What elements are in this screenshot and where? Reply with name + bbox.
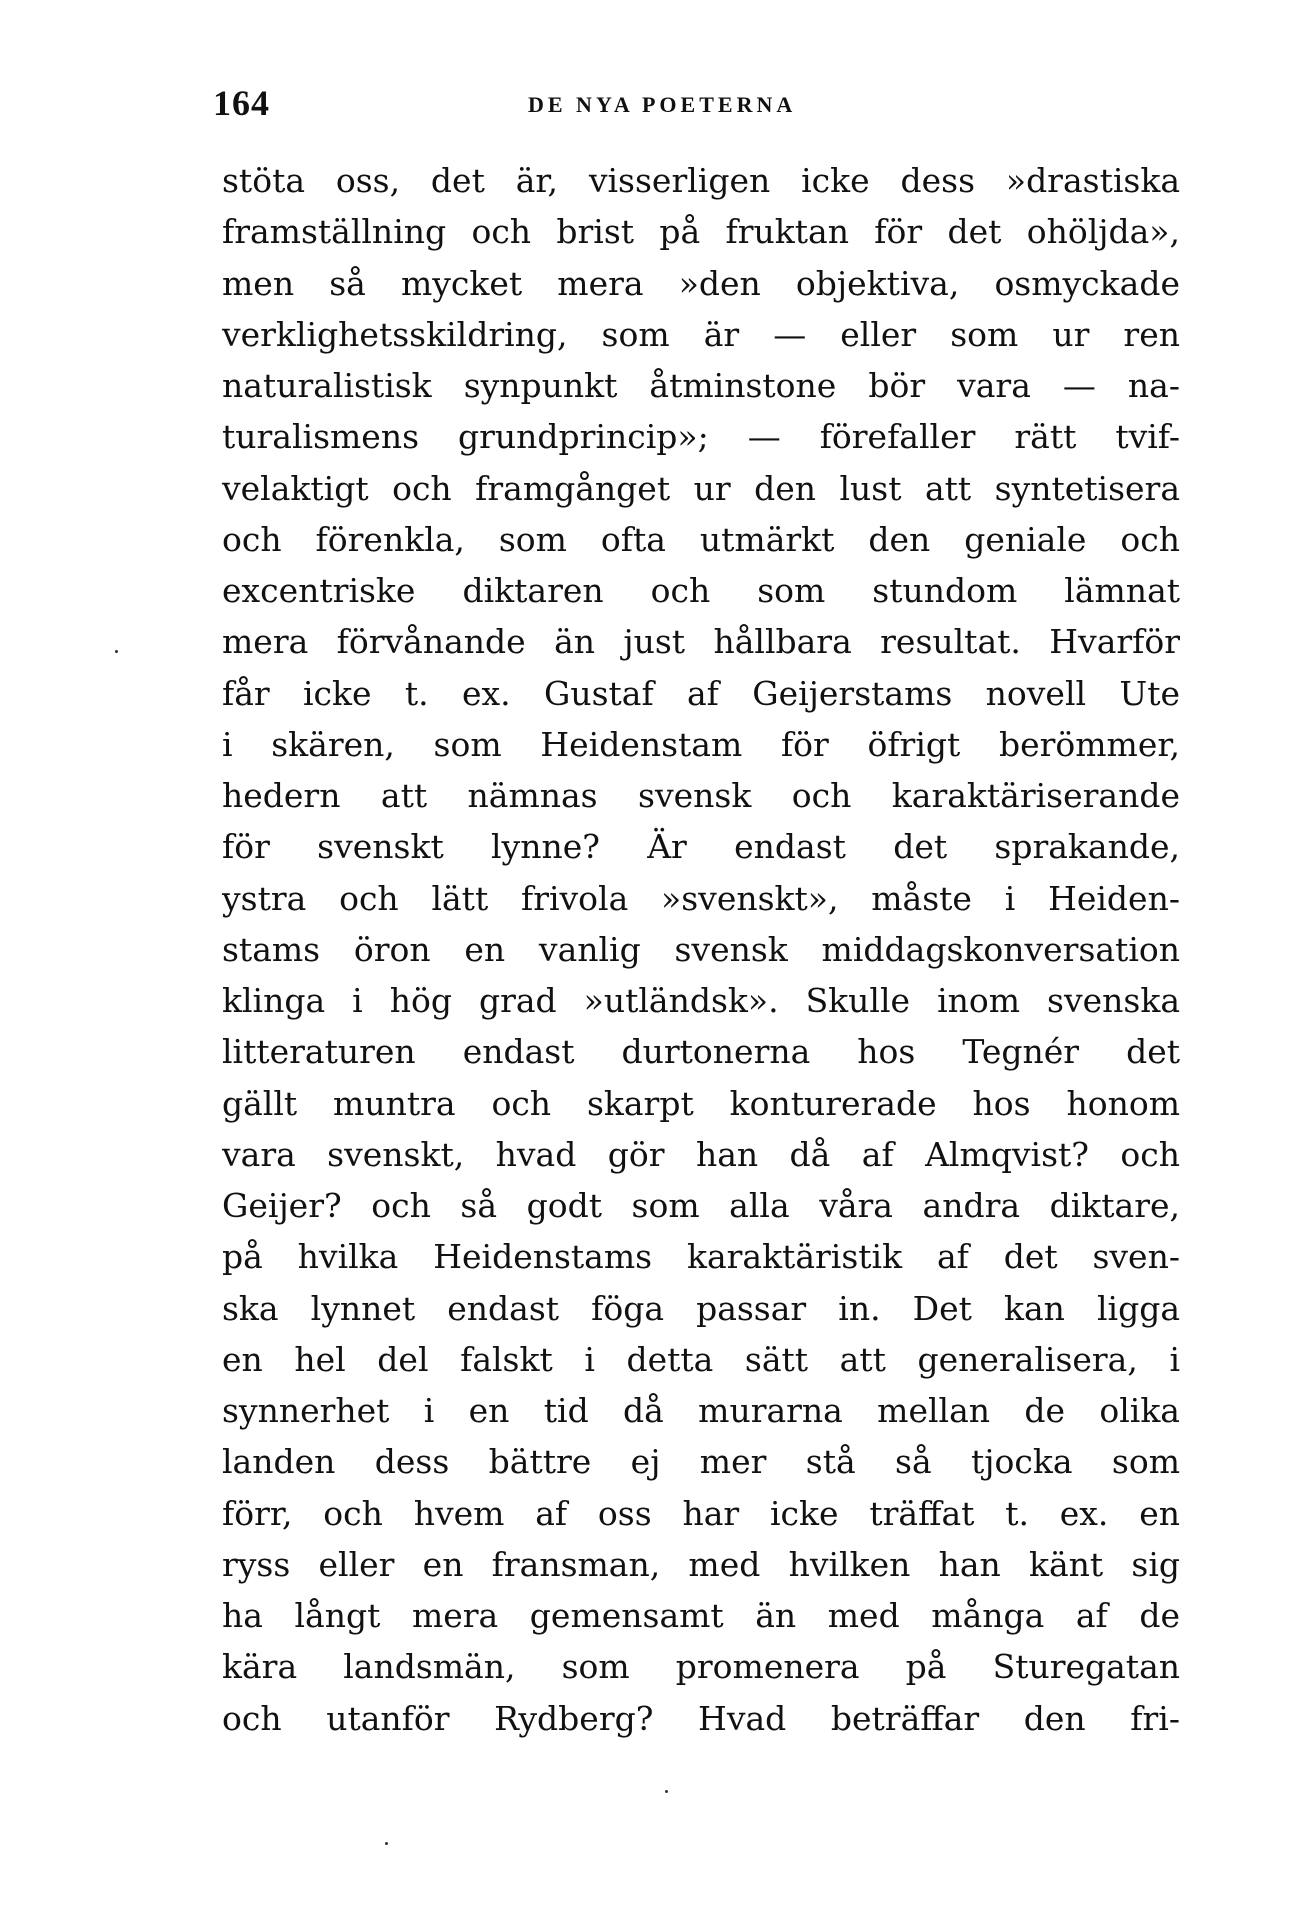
print-speck (385, 1842, 388, 1845)
text-line: klinga i hög grad »utländsk». Skulle inom svenska (222, 981, 1180, 1020)
text-line: hedern att nämnas svensk och karaktäriserande (222, 776, 1180, 815)
text-line: en hel del falskt i detta sätt att generalisera, i (222, 1339, 1180, 1379)
text-line: mera förvånande än just hållbara resultat. Hvarför (222, 622, 1180, 662)
text-line: vara svenskt, hvad gör han då af Almqvist? och (222, 1134, 1180, 1174)
print-speck (115, 650, 118, 653)
text-line: i skären, som Heidenstam för öfrigt berömmer, (222, 724, 1180, 764)
text-line: turalismens grundprincip»; — förefaller rätt tvif- (222, 417, 1180, 457)
text-line: naturalistisk synpunkt åtminstone bör vara — na- (222, 366, 1180, 405)
text-line: verklighetsskildring, som är — eller som ur ren (222, 314, 1180, 354)
body-text (222, 155, 1180, 1744)
text-line: framställning och brist på fruktan för det ohöljda», (222, 212, 1180, 252)
text-line: stöta oss, det är, visserligen icke dess »drastiska (222, 161, 1180, 200)
text-line: synnerhet i en tid då murarna mellan de olika (222, 1391, 1180, 1430)
text-line: förr, och hvem af oss har icke träffat t. ex. en (222, 1493, 1180, 1533)
text-line: ska lynnet endast föga passar in. Det kan ligga (222, 1288, 1180, 1328)
text-line: landen dess bättre ej mer stå så tjocka som (222, 1442, 1180, 1482)
text-line: och förenkla, som ofta utmärkt den geniale och (222, 519, 1180, 559)
text-line: Geijer? och så godt som alla våra andra diktare, (222, 1186, 1180, 1225)
text-line: excentriske diktaren och som stundom lämnat (222, 571, 1180, 610)
text-line: velaktigt och framgånget ur den lust att syntetisera (222, 468, 1180, 508)
text-line: kära landsmän, som promenera på Sturegatan (222, 1647, 1180, 1687)
page-header (213, 82, 1173, 132)
text-line: för svenskt lynne? Är endast det sprakande, (222, 827, 1180, 867)
text-line: på hvilka Heidenstams karaktäristik af det sven- (222, 1237, 1180, 1277)
text-line: får icke t. ex. Gustaf af Geijerstams novell Ute (222, 673, 1180, 713)
running-head: DE NYA POETERNA (528, 92, 797, 117)
text-line: men så mycket mera »den objektiva, osmyckade (222, 263, 1180, 303)
text-line: gällt muntra och skarpt konturerade hos honom (222, 1083, 1180, 1123)
print-speck (665, 1790, 668, 1793)
text-line: litteraturen endast durtonerna hos Tegnér det (222, 1032, 1180, 1072)
text-line: och utanför Rydberg? Hvad beträffar den fri- (222, 1698, 1180, 1738)
text-line: ha långt mera gemensamt än med många af de (222, 1596, 1180, 1635)
text-line: stams öron en vanlig svensk middagskonversation (222, 929, 1180, 969)
text-line: ryss eller en fransman, med hvilken han känt sig (222, 1544, 1180, 1584)
page-number: 164 (213, 83, 270, 123)
text-line: ystra och lätt frivola »svenskt», måste i Heiden- (222, 878, 1180, 918)
